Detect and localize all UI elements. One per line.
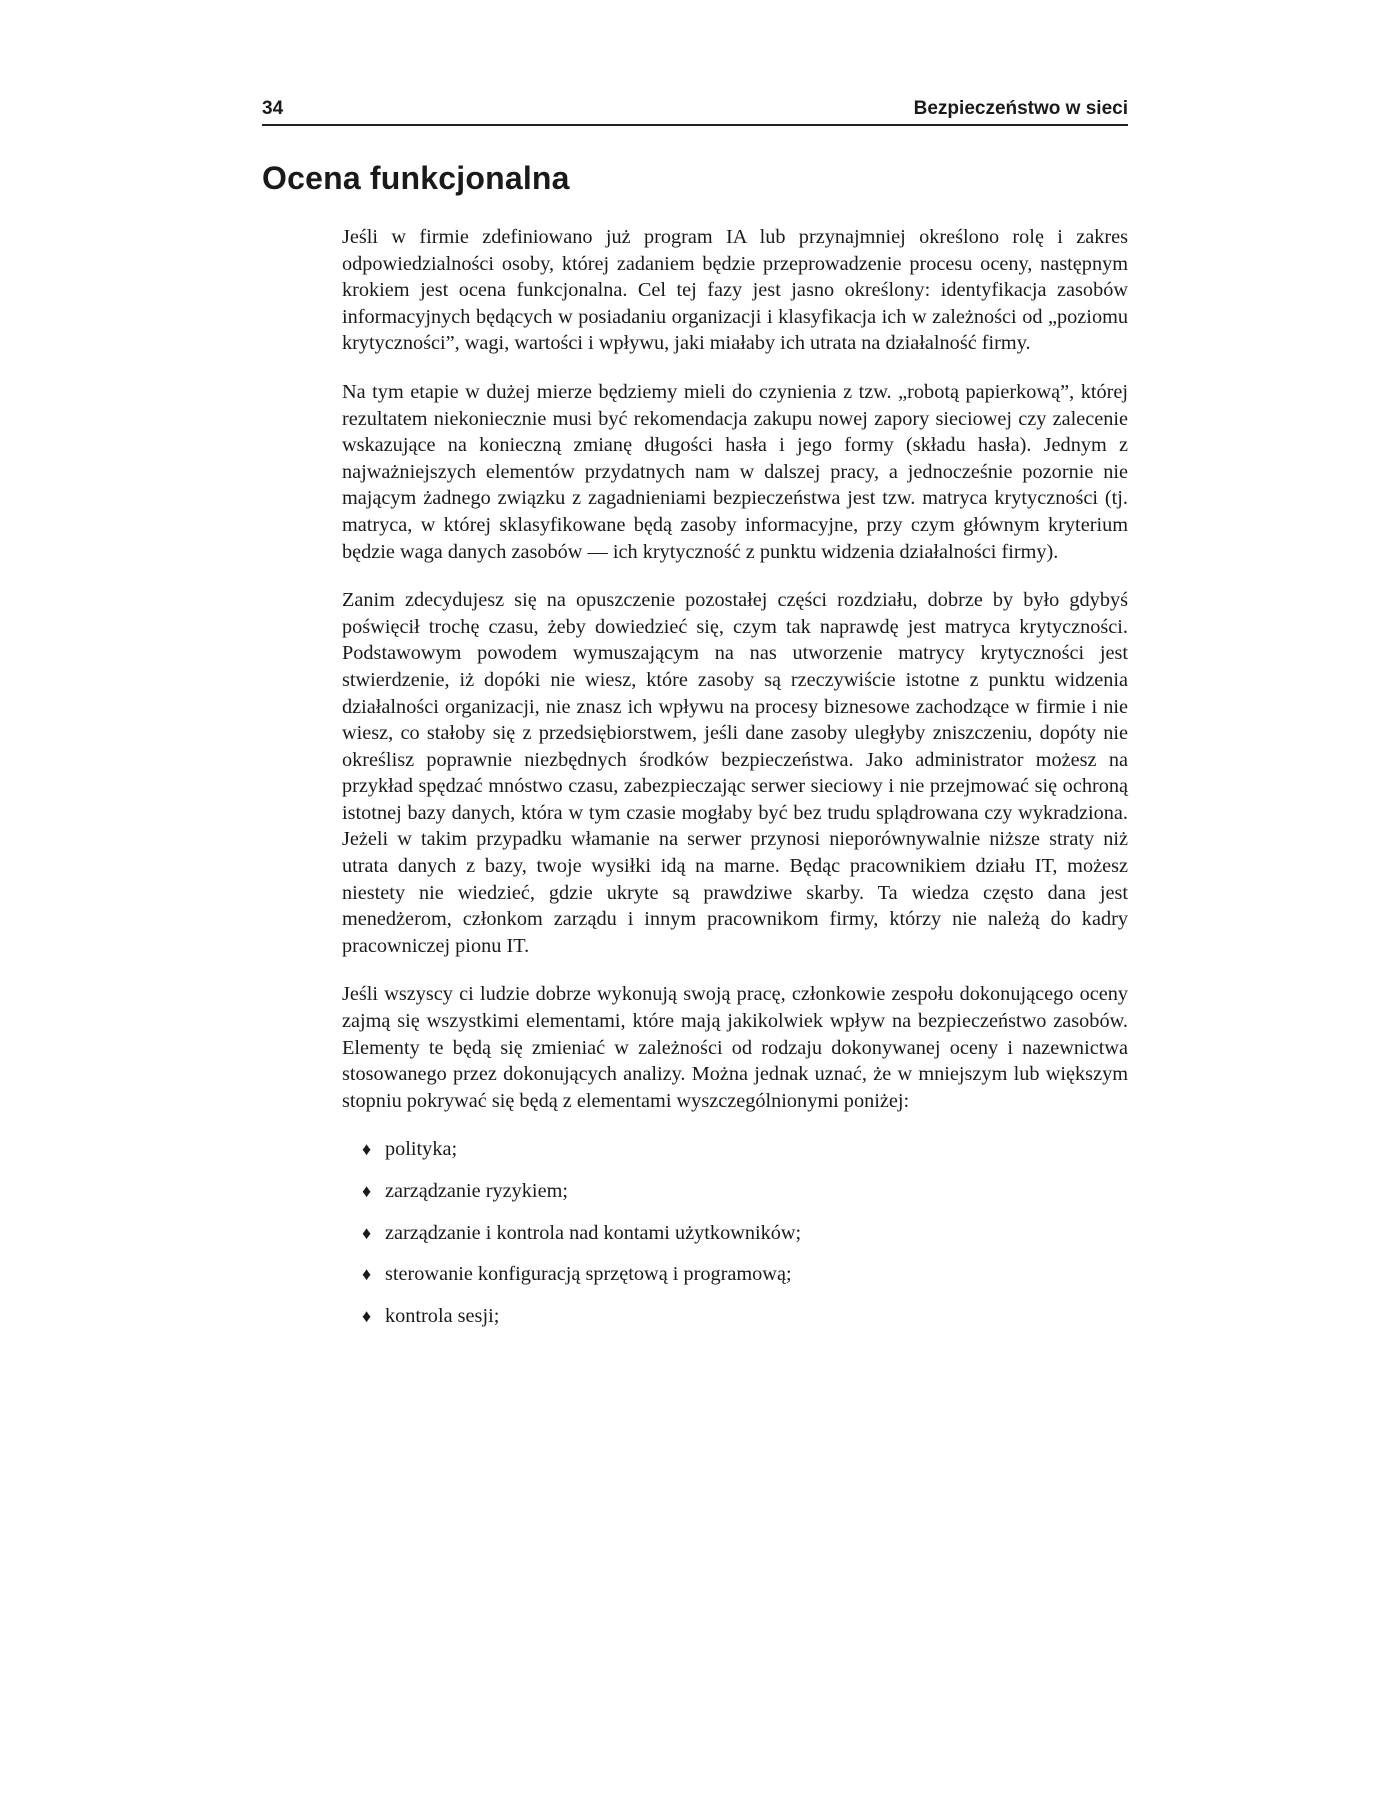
diamond-bullet-icon: ♦ (362, 1305, 372, 1326)
body-text (342, 224, 1128, 1344)
list-item (362, 1303, 1128, 1330)
list-item (362, 1261, 1128, 1288)
paragraph: Na tym etapie w dużej mierze będziemy mieli do czynienia z tzw. „robotą papierkową”, której rezultatem niekoniecznie musi być rekomendacja zakupu nowej zapory sieciowej czy zalecenie wskazujące na konieczną zmianę długości hasła i jego formy (składu hasła). Jednym z najważniejszych elementów przydatnych nam w dalszej pracy, a jednocześnie pozornie nie mającym żadnego związku z zagadnieniami bezpieczeństwa jest tzw. matryca krytyczności (tj. matryca, w której sklasyfikowane będą zasoby informacyjne, przy czym głównym kryterium będzie waga danych zasobów — ich krytyczność z punktu widzenia działalności firmy). (342, 380, 1128, 563)
paragraph: Jeśli w firmie zdefiniowano już program IA lub przynajmniej określono rolę i zakres odpowiedzialności osoby, której zadaniem będzie przeprowadzenie procesu oceny, następnym krokiem jest ocena funkcjonalna. Cel tej fazy jest jasno określony: identyfikacja zasobów informacyjnych będących w posiadaniu organizacji i klasyfikacja ich w zależności od „poziomu krytyczności”, wagi, wartości i wpływu, jaki miałaby ich utrata na działalność firmy. (342, 226, 1128, 355)
paragraph: Zanim zdecydujesz się na opuszczenie pozostałej części rozdziału, dobrze by było gdybyś poświęcił trochę czasu, żeby dowiedzieć się, czym tak naprawdę jest matryca krytyczności. Podstawowym powodem wymuszającym na nas utworzenie matrycy krytyczności jest stwierdzenie, iż dopóki nie wiesz, które zasoby są rzeczywiście istotne z punktu widzenia działalności organizacji, nie znasz ich wpływu na procesy biznesowe zachodzące w firmie i nie wiesz, co stałoby się z przedsiębiorstwem, jeśli dane zasoby uległyby zniszczeniu, dopóty nie określisz poprawnie niezbędnych środków bezpieczeństwa. Jako administrator możesz na przykład spędzać mnóstwo czasu, zabezpieczając serwer sieciowy i nie przejmować się ochroną istotnej bazy danych, która w tym czasie mogłaby być bez trudu splądrowana czy wykradziona. Jeżeli w takim przypadku włamanie na serwer przynosi nieporównywalnie niższe straty niż utrata danych z bazy, twoje wysiłki idą na marne. Będąc pracownikiem działu IT, możesz niestety nie wiedzieć, gdzie ukryte są prawdziwe skarby. Ta wiedza często dana jest menedżerom, członkom zarządu i innym pracownikom firmy, którzy nie należą do kadry pracowniczej pionu IT. (342, 589, 1128, 957)
list-item-text: zarządzanie i kontrola nad kontami użytkowników; (385, 1221, 802, 1244)
list-item-text: sterowanie konfiguracją sprzętową i programową; (385, 1263, 792, 1286)
section-title: Ocena funkcjonalna (262, 160, 570, 196)
paragraph: Jeśli wszyscy ci ludzie dobrze wykonują swoją pracę, członkowie zespołu dokonującego oceny zajmą się wszystkimi elementami, które mają jakikolwiek wpływ na bezpieczeństwo zasobów. Elementy te będą się zmieniać w zależności od rodzaju dokonywanej oceny i nazewnictwa stosowanego przez dokonujących analizy. Można jednak uznać, że w mniejszym lub większym stopniu pokrywać się będą z elementami wyszczególnionymi poniżej: (342, 983, 1128, 1112)
diamond-bullet-icon: ♦ (362, 1181, 372, 1201)
running-title: Bezpieczeństwo w sieci (913, 98, 1128, 119)
list-item-text: zarządzanie ryzykiem; (385, 1180, 568, 1202)
diamond-bullet-icon: ♦ (362, 1264, 372, 1285)
list-item-text: kontrola sesji; (385, 1304, 500, 1327)
list-item (362, 1136, 1128, 1163)
list-item (362, 1178, 1128, 1205)
page-number: 34 (262, 98, 284, 119)
header-rule (262, 124, 1128, 126)
diamond-bullet-icon: ♦ (362, 1222, 372, 1243)
bullet-list (342, 1136, 1128, 1329)
list-item (362, 1220, 1128, 1247)
diamond-bullet-icon: ♦ (362, 1139, 372, 1160)
page-header (262, 96, 1128, 126)
list-item-text: polityka; (385, 1138, 458, 1161)
